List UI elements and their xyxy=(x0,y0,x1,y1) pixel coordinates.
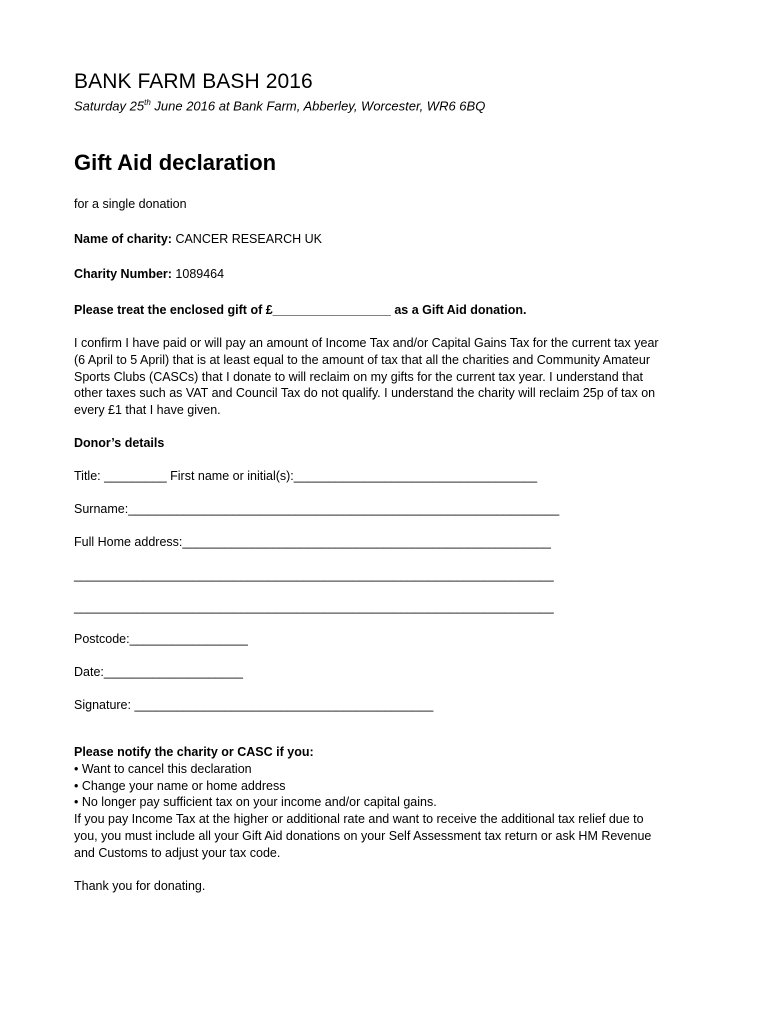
date-ordinal-suffix: th xyxy=(144,98,151,107)
declaration-paragraph xyxy=(74,335,694,419)
notify-bullet: • No longer pay sufficient tax on your income and/or capital gains. xyxy=(74,795,437,810)
form-title: Gift Aid declaration xyxy=(74,150,277,175)
charity-number-row xyxy=(74,266,224,282)
declaration-line: I confirm I have paid or will pay an amount of Income Tax and/or Capital Gains Tax for the current tax year xyxy=(74,336,659,350)
notify-heading: Please notify the charity or CASC if you: xyxy=(74,745,314,759)
declaration-line: every £1 that I have given. xyxy=(74,403,221,418)
higher-rate-line: you, you must include all your Gift Aid donations on your Self Assessment tax return or ask HM Revenue xyxy=(74,828,652,843)
charity-name-row xyxy=(74,231,322,247)
event-location-text: June 2016 at Bank Farm, Abberley, Worcester, WR6 6BQ xyxy=(150,98,486,114)
home-address-line-3[interactable]: _____________________________________________________________________ xyxy=(74,600,554,614)
surname-field[interactable]: Surname:______________________________________________________________ xyxy=(74,502,560,516)
form-subtitle: for a single donation xyxy=(74,197,187,211)
notify-bullet: • Want to cancel this declaration xyxy=(74,761,252,776)
thank-you-text: Thank you for donating. xyxy=(74,879,206,893)
home-address-line-2[interactable]: _____________________________________________________________________ xyxy=(74,568,554,582)
declaration-line: other taxes such as VAT and Council Tax do not qualify. I understand the charity will reclaim 25p of tax on xyxy=(74,386,656,401)
charity-name-value: CANCER RESEARCH UK xyxy=(175,232,322,246)
postcode-field[interactable]: Postcode:_________________ xyxy=(74,632,248,646)
event-title: BANK FARM BASH 2016 xyxy=(74,70,313,93)
higher-rate-line: If you pay Income Tax at the higher or additional rate and want to receive the additional tax relief due to xyxy=(74,812,644,827)
date-field[interactable]: Date:____________________ xyxy=(74,665,243,679)
event-subtitle xyxy=(74,98,485,113)
event-date-text: Saturday 25 xyxy=(74,98,145,114)
notify-bullet: • Change your name or home address xyxy=(74,778,286,793)
declaration-line: (6 April to 5 April) that is at least equal to the amount of tax that all the charities and Community Amateur xyxy=(74,352,650,367)
higher-rate-line: and Customs to adjust your tax code. xyxy=(74,845,281,860)
declaration-line: Sports Clubs (CASCs) that I donate to will reclaim on my gifts for the current tax year. I understand that xyxy=(74,369,644,384)
charity-number-label: Charity Number: xyxy=(74,267,172,281)
notify-section xyxy=(74,744,694,862)
donor-details-heading: Donor’s details xyxy=(74,436,165,450)
signature-field[interactable]: Signature: ___________________________________________ xyxy=(74,698,434,712)
home-address-field[interactable]: Full Home address:_____________________________________________________ xyxy=(74,535,551,549)
charity-name-label: Name of charity: xyxy=(74,232,172,246)
charity-number-value: 1089464 xyxy=(175,267,225,281)
title-firstname-field[interactable]: Title: _________ First name or initial(s):___________________________________ xyxy=(74,469,538,483)
gift-amount-field[interactable]: Please treat the enclosed gift of £_________________ as a Gift Aid donation. xyxy=(74,303,527,317)
